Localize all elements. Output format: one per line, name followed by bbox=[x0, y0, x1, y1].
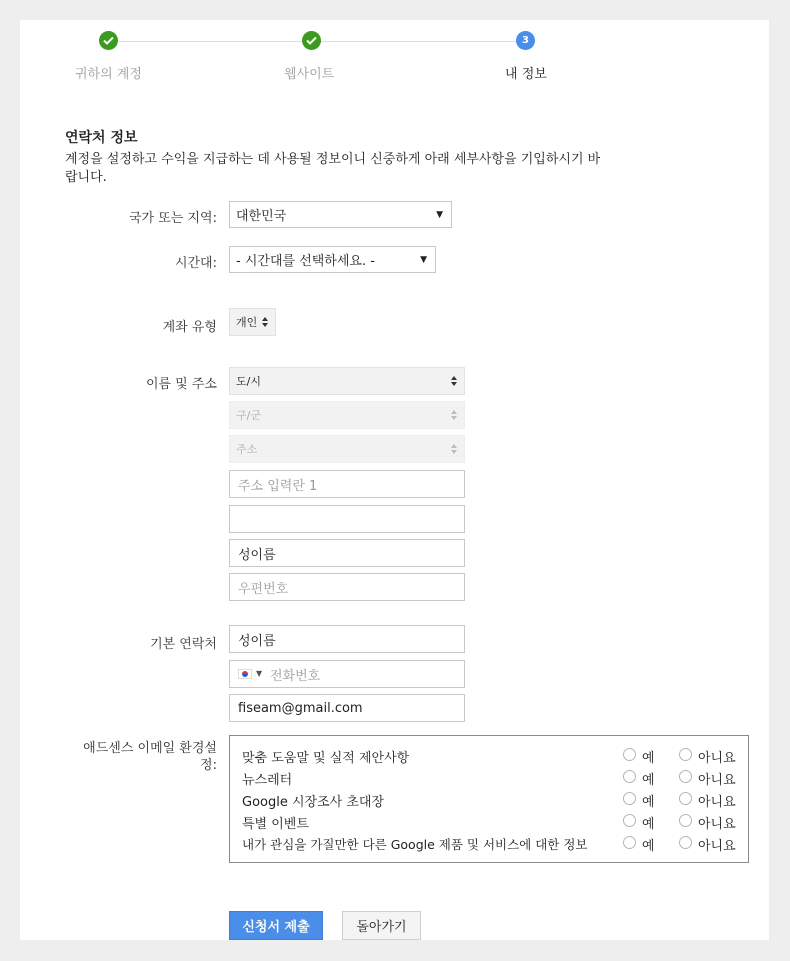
address-select-placeholder: 주소 bbox=[236, 443, 258, 456]
caret-down-icon: ▼ bbox=[436, 209, 443, 220]
pref-yes-label: 예 bbox=[642, 795, 655, 810]
step-2-check-icon bbox=[302, 31, 321, 50]
up-down-arrows-icon bbox=[450, 375, 458, 387]
step-3-label: 내 정보 bbox=[505, 67, 547, 82]
email-input[interactable] bbox=[229, 694, 465, 722]
step-1-label: 귀하의 계정 bbox=[75, 67, 142, 82]
step-1-check-icon bbox=[99, 31, 118, 50]
email-prefs-label: 애드센스 이메일 환경설정: bbox=[83, 741, 217, 773]
pref-yes-radio[interactable] bbox=[623, 748, 636, 761]
address-line1-input[interactable] bbox=[229, 470, 465, 498]
stepper-line-2 bbox=[321, 41, 525, 42]
city-select-value: 도/시 bbox=[236, 375, 261, 388]
pref-row bbox=[242, 812, 748, 832]
submit-application-button[interactable]: 신청서 제출 bbox=[229, 911, 323, 940]
pref-row bbox=[242, 768, 748, 788]
contact-name-value: 성이름 bbox=[238, 633, 276, 649]
postal-code-placeholder: 우편번호 bbox=[238, 581, 289, 597]
district-select[interactable] bbox=[229, 401, 465, 429]
back-button[interactable]: 돌아가기 bbox=[342, 911, 421, 940]
pref-row bbox=[242, 746, 748, 766]
full-name-value: 성이름 bbox=[238, 547, 276, 563]
pref-yes-label: 예 bbox=[642, 773, 655, 788]
application-card bbox=[20, 20, 769, 940]
pref-no-label: 아니요 bbox=[698, 751, 736, 766]
phone-input[interactable] bbox=[229, 660, 465, 688]
country-select[interactable] bbox=[229, 201, 452, 228]
pref-label: 특별 이벤트 bbox=[242, 817, 309, 832]
account-type-select[interactable] bbox=[229, 308, 276, 336]
timezone-select-value: - 시간대를 선택하세요. - bbox=[236, 254, 375, 269]
phone-placeholder: 전화번호 bbox=[270, 668, 321, 684]
pref-label: Google 시장조사 초대장 bbox=[242, 795, 385, 810]
step-3-number: 3 bbox=[516, 31, 535, 50]
address-line2-input[interactable] bbox=[229, 505, 465, 533]
full-name-input[interactable] bbox=[229, 539, 465, 567]
address-line1-placeholder: 주소 입력란 1 bbox=[238, 478, 318, 494]
pref-no-radio[interactable] bbox=[679, 748, 692, 761]
pref-no-label: 아니요 bbox=[698, 773, 736, 788]
caret-down-icon: ▼ bbox=[420, 254, 427, 265]
pref-no-radio[interactable] bbox=[679, 770, 692, 783]
pref-no-label: 아니요 bbox=[698, 795, 736, 810]
account-type-label: 계좌 유형 bbox=[162, 320, 217, 335]
pref-no-radio[interactable] bbox=[679, 836, 692, 849]
pref-no-radio[interactable] bbox=[679, 814, 692, 827]
pref-yes-radio[interactable] bbox=[623, 836, 636, 849]
up-down-arrows-icon bbox=[261, 316, 269, 328]
district-select-placeholder: 구/군 bbox=[236, 409, 261, 422]
timezone-label: 시간대: bbox=[174, 256, 217, 271]
section-description: 계정을 설정하고 수익을 지급하는 데 사용될 정보이니 신중하게 아래 세부사항을 기입하시기 바랍니다. bbox=[65, 152, 601, 185]
account-type-value: 개인 bbox=[236, 316, 258, 329]
pref-label: 내가 관심을 가질만한 다른 Google 제품 및 서비스에 대한 정보 bbox=[242, 837, 588, 852]
timezone-select[interactable] bbox=[229, 246, 436, 273]
pref-no-label: 아니요 bbox=[698, 817, 736, 832]
up-down-arrows-icon bbox=[450, 443, 458, 455]
pref-no-radio[interactable] bbox=[679, 792, 692, 805]
country-label: 국가 또는 지역: bbox=[129, 211, 217, 226]
pref-label: 뉴스레터 bbox=[242, 773, 293, 788]
country-select-value: 대한민국 bbox=[236, 209, 287, 224]
pref-yes-radio[interactable] bbox=[623, 792, 636, 805]
email-prefs-box bbox=[229, 735, 749, 863]
section-title: 연락처 정보 bbox=[65, 130, 138, 146]
pref-no-label: 아니요 bbox=[698, 839, 736, 854]
stepper-line-1 bbox=[119, 41, 312, 42]
korea-flag-icon[interactable] bbox=[238, 669, 252, 679]
up-down-arrows-icon bbox=[450, 409, 458, 421]
caret-down-icon[interactable]: ▼ bbox=[256, 669, 263, 678]
pref-yes-radio[interactable] bbox=[623, 814, 636, 827]
pref-yes-radio[interactable] bbox=[623, 770, 636, 783]
pref-yes-label: 예 bbox=[642, 751, 655, 766]
email-value: fiseam@gmail.com bbox=[238, 700, 363, 716]
primary-contact-label: 기본 연락처 bbox=[150, 637, 217, 652]
contact-name-input[interactable] bbox=[229, 625, 465, 653]
pref-label: 맞춤 도움말 및 실적 제안사항 bbox=[242, 751, 410, 766]
pref-row bbox=[242, 834, 748, 854]
postal-code-input[interactable] bbox=[229, 573, 465, 601]
pref-row bbox=[242, 790, 748, 810]
pref-yes-label: 예 bbox=[642, 817, 655, 832]
step-2-label: 웹사이트 bbox=[284, 67, 335, 82]
pref-yes-label: 예 bbox=[642, 839, 655, 854]
name-address-label: 이름 및 주소 bbox=[145, 377, 217, 392]
city-select[interactable] bbox=[229, 367, 465, 395]
address-select[interactable] bbox=[229, 435, 465, 463]
